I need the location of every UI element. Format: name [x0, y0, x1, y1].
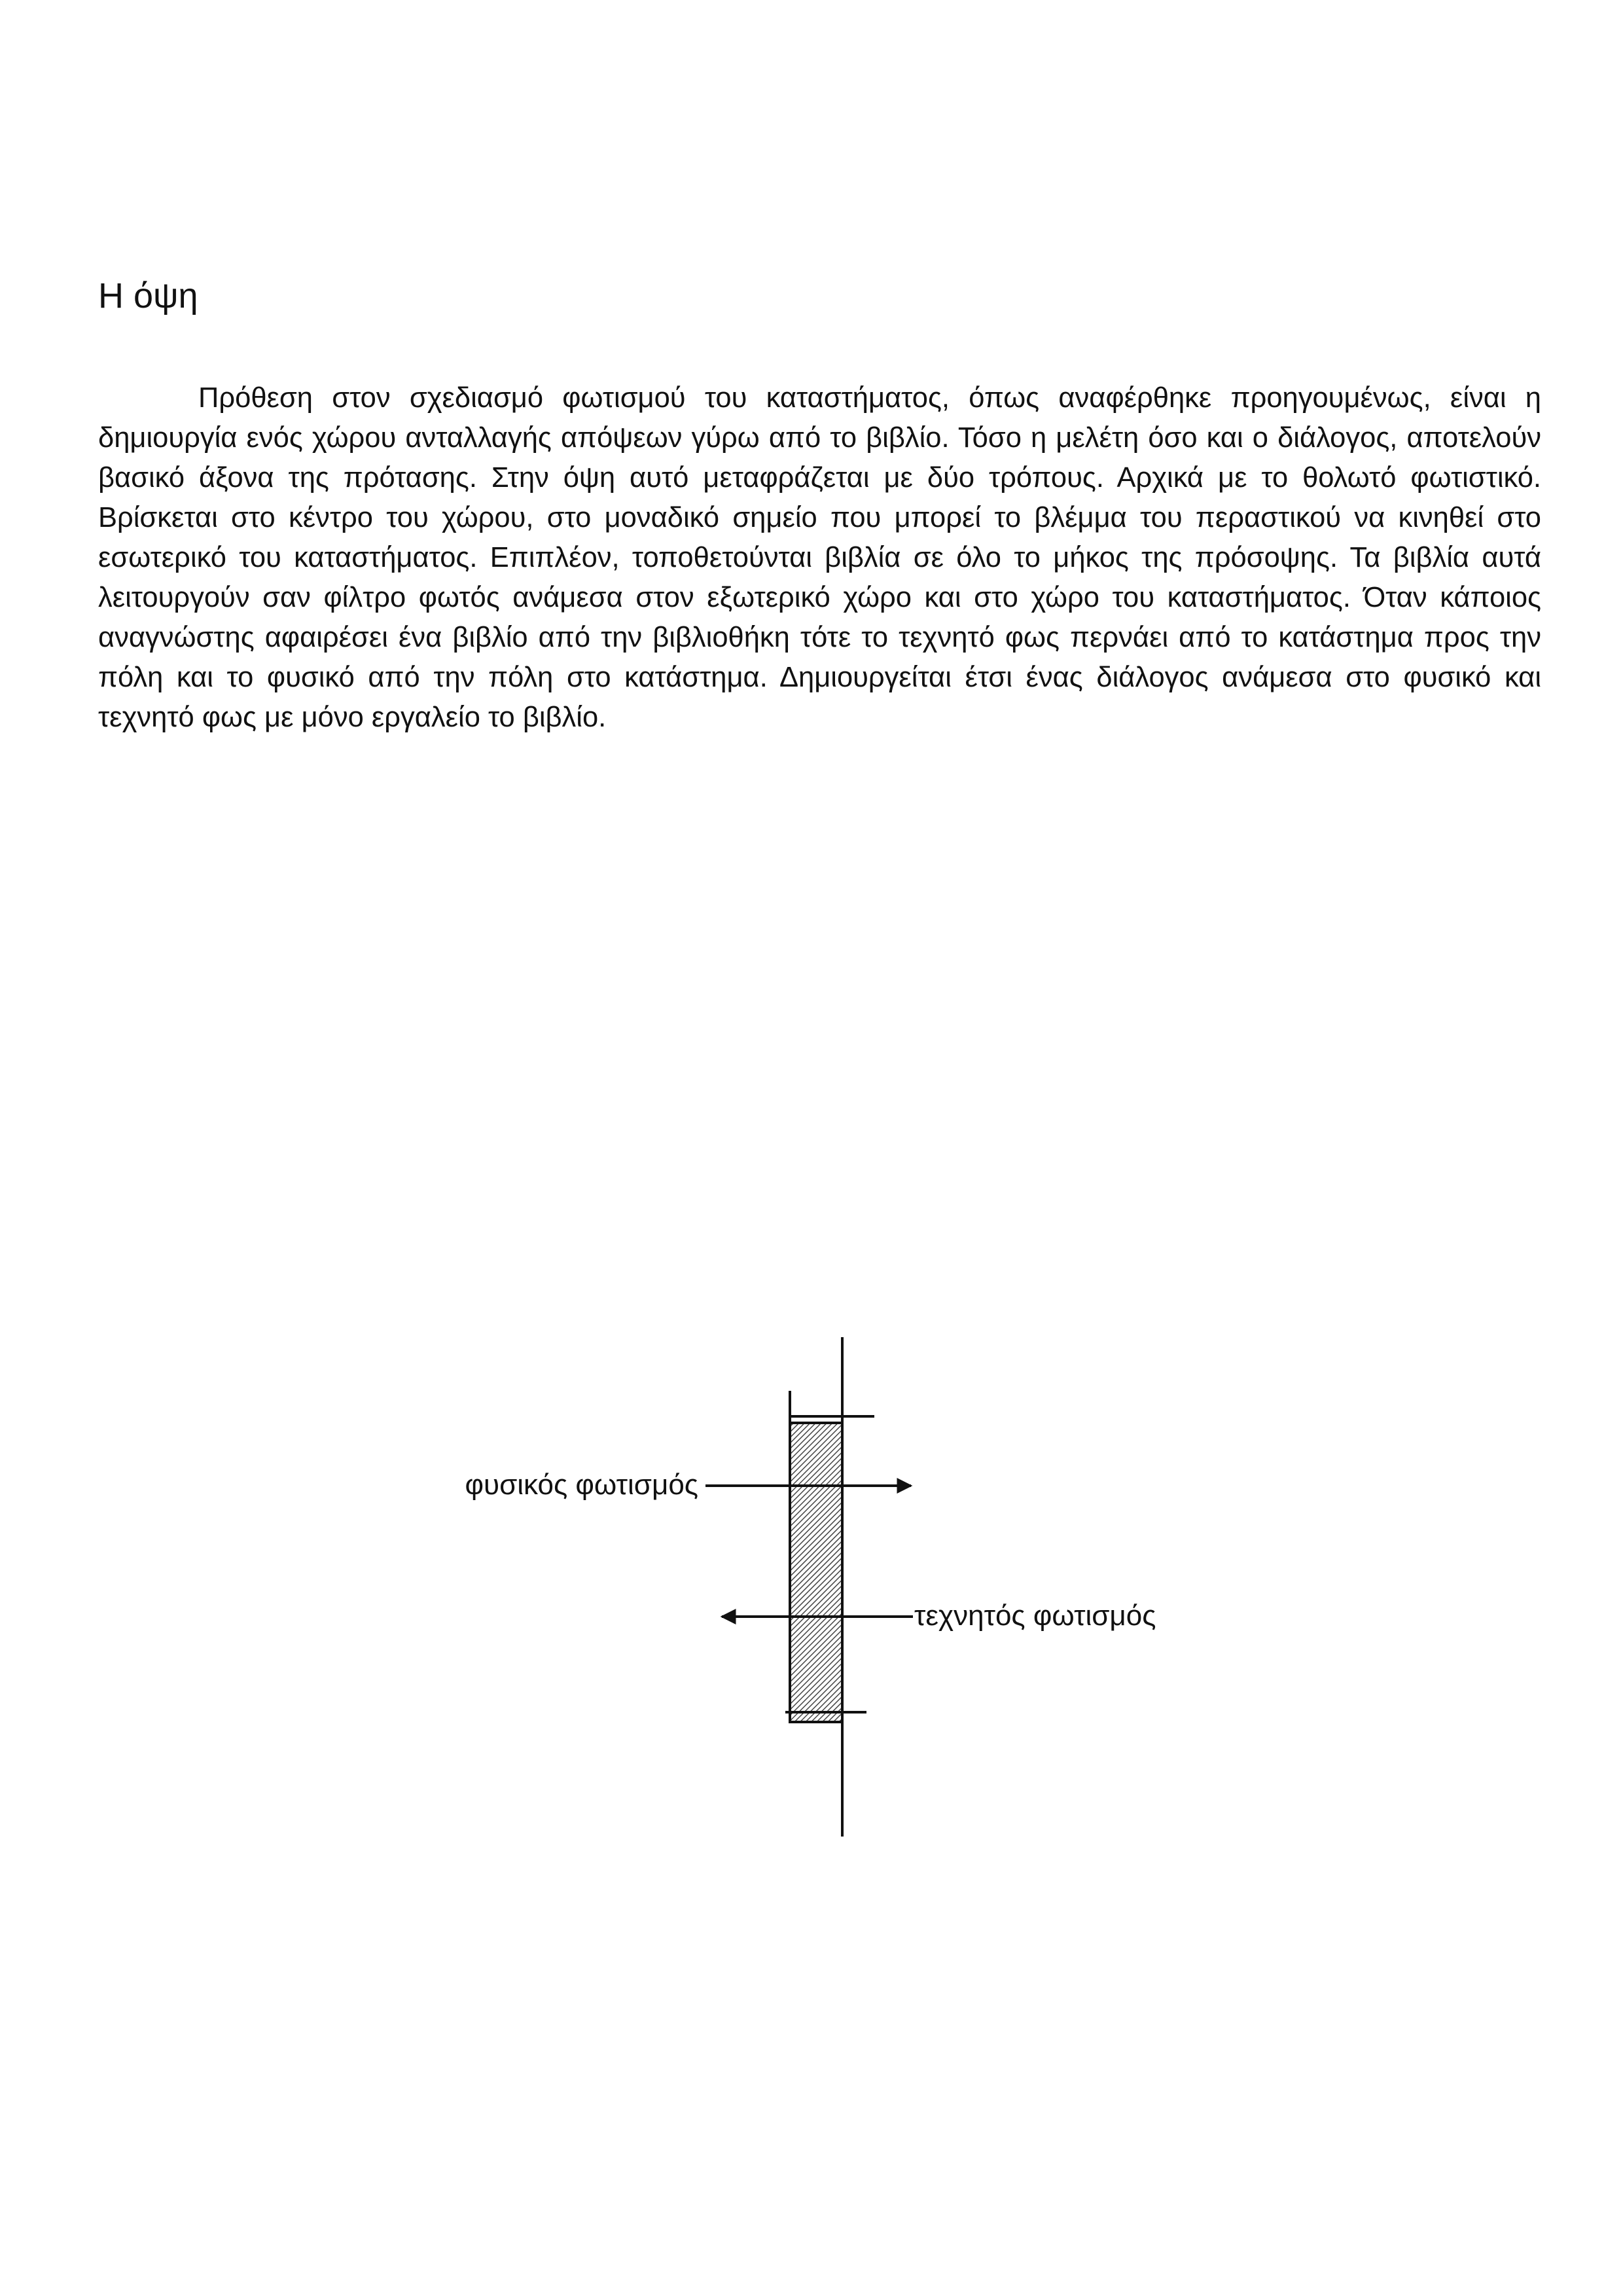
natural-light-label: φυσικός φωτισμός — [465, 1469, 698, 1501]
body-paragraph: Πρόθεση στον σχεδιασμό φωτισμού του καταστήματος, όπως αναφέρθηκε προηγουμένως, είναι η δημιουργία ενός χώρου ανταλλαγής απόψεων γύρω από το βιβλίο. Τόσο η μελέτη όσο και ο διάλογος, αποτελούν βασικό άξονα της πρότασης. Στην όψη αυτό μεταφράζεται με δύο τρόπους. Αρχικά με το θολωτό φωτιστικό. Βρίσκεται στο κέντρο του χώρου, στο μοναδικό σημείο που μπορεί το βλέμμα του περαστικού να κινηθεί στο εσωτερικό του καταστήματος. Επιπλέον, τοποθετούνται βιβλία σε όλο το μήκος της πρόσοψης. Τα βιβλία αυτά λειτουργούν σαν φίλτρο φωτός ανάμεσα στον εξωτερικό χώρο και στο χώρο του καταστήματος. Όταν κάποιος αναγνώστης αφαιρέσει ένα βιβλίο από την βιβλιοθήκη τότε το τεχνητό φως περνάει από το κατάστημα προς την πόλη και το φυσικό από την πόλη στο κατάστημα. Δημιουργείται έτσι ένας διάλογος ανάμεσα στο φυσικό και τεχνητό φως με μόνο εργαλείο το βιβλίο. — [98, 382, 1541, 733]
book-filter-band — [790, 1423, 842, 1722]
section-heading: Η όψη — [98, 276, 198, 315]
artificial-light-label: τεχνητός φωτισμός — [914, 1600, 1156, 1632]
